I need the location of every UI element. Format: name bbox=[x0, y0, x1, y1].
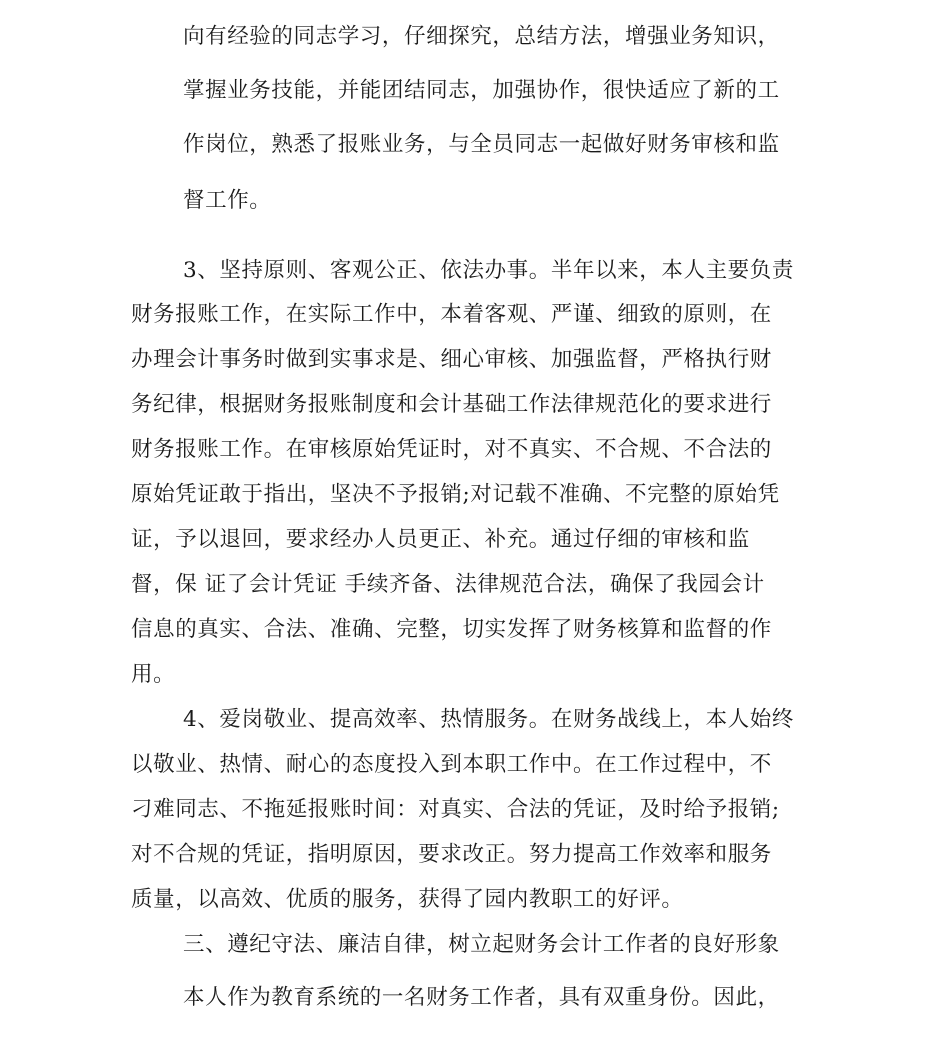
text-line: 督，保 证了会计凭证 手续齐备、法律规范合法，确保了我园会计 bbox=[131, 572, 765, 597]
section-heading: 三、遵纪守法、廉洁自律，树立起财务会计工作者的良好形象 bbox=[183, 932, 780, 957]
text-line: 财务报账工作。在审核原始凭证时，对不真实、不合规、不合法的 bbox=[131, 437, 772, 462]
text-line: 办理会计事务时做到实事求是、细心审核、加强监督，严格执行财 bbox=[131, 347, 772, 372]
text-line: 务纪律，根据财务报账制度和会计基础工作法律规范化的要求进行 bbox=[131, 392, 772, 417]
paragraph-heading: 3、坚持原则、客观公正、依法办事。半年以来，本人主要负责 bbox=[183, 258, 794, 283]
text-line: 掌握业务技能，并能团结同志，加强协作，很快适应了新的工 bbox=[183, 78, 780, 103]
text-line: 用。 bbox=[131, 662, 176, 687]
text-line: 刁难同志、不拖延报账时间：对真实、合法的凭证，及时给予报销; bbox=[131, 797, 780, 822]
text-line: 对不合规的凭证，指明原因，要求改正。努力提高工作效率和服务 bbox=[131, 842, 772, 867]
text-line: 证，予以退回，要求经办人员更正、补充。通过仔细的审核和监 bbox=[131, 527, 750, 552]
text-line: 信息的真实、合法、准确、完整，切实发挥了财务核算和监督的作 bbox=[131, 617, 772, 642]
text-line: 向有经验的同志学习，仔细探究，总结方法，增强业务知识， bbox=[183, 24, 780, 49]
text-line: 质量，以高效、优质的服务，获得了园内教职工的好评。 bbox=[131, 887, 684, 912]
text-line: 督工作。 bbox=[183, 188, 272, 213]
text-line: 以敬业、热情、耐心的态度投入到本职工作中。在工作过程中，不 bbox=[131, 752, 772, 777]
text-line: 本人作为教育系统的一名财务工作者，具有双重身份。因此， bbox=[183, 985, 780, 1010]
paragraph-heading: 4、爱岗敬业、提高效率、热情服务。在财务战线上，本人始终 bbox=[183, 707, 794, 732]
text-line: 原始凭证敢于指出，坚决不予报销;对记载不准确、不完整的原始凭 bbox=[131, 482, 780, 507]
text-line: 财务报账工作，在实际工作中，本着客观、严谨、细致的原则，在 bbox=[131, 302, 772, 327]
text-line: 作岗位，熟悉了报账业务，与全员同志一起做好财务审核和监 bbox=[183, 132, 780, 157]
